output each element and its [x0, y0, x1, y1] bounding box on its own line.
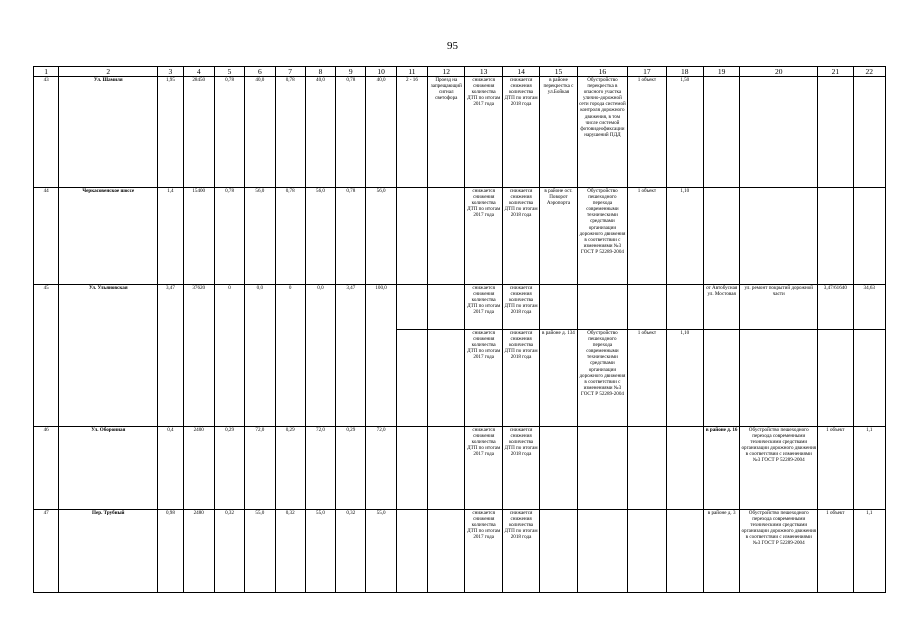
cell: 0,32: [275, 510, 305, 593]
page-number: 95: [447, 40, 458, 52]
cell: 0,78: [275, 77, 305, 188]
cell: 0,78: [214, 188, 244, 285]
table-row: [34, 285, 886, 330]
cell: 40,0: [245, 77, 275, 188]
header-cell: 12: [428, 67, 465, 77]
cell: [396, 510, 427, 593]
cell: 1 объект: [818, 510, 853, 593]
report-table: [33, 66, 886, 593]
header-cell: 13: [465, 67, 502, 77]
header-cell: 5: [214, 67, 244, 77]
cell: [428, 285, 465, 330]
table-row: [34, 510, 886, 593]
header-cell: 9: [336, 67, 366, 77]
cell: [540, 510, 577, 593]
cell: [666, 427, 703, 510]
cell-number: 46: [34, 427, 59, 510]
header-cell: 2: [59, 67, 158, 77]
header-cell: 20: [740, 67, 818, 77]
cell: 1,95: [158, 77, 183, 188]
cell: [540, 285, 577, 330]
cell: ул. ремонт покрытий дорожной части: [740, 285, 818, 330]
cell: 0,32: [336, 510, 366, 593]
header-cell: 14: [502, 67, 539, 77]
cell: Проезд на запрещающий сигнал светофора: [428, 77, 465, 188]
header-row: [34, 67, 886, 77]
cell: 28450: [183, 77, 214, 188]
cell: в районе ост. Поворот Аэропорта: [540, 188, 577, 285]
cell: [740, 77, 818, 188]
cell: в районе д. 3: [703, 510, 739, 593]
cell: [818, 77, 853, 188]
header-cell: 10: [366, 67, 396, 77]
cell: 0,4: [158, 427, 183, 510]
cell: [628, 510, 666, 593]
cell: Обустройство перекрестка в опасного участка улично-дорожной сети города системой контроля дорожного движения, в том числе системой фотовидеофиксации нарушений ПДД: [577, 77, 628, 188]
cell: 34,63: [853, 285, 885, 330]
cell: 3,47: [336, 285, 366, 427]
cell: 3,47: [158, 285, 183, 427]
cell: Обустройство пешеходного перехода современными техническими средствами организации дорожного движения в соответствии с изменениями №3 ГОСТ Р 52289-2004: [740, 510, 818, 593]
cell: снижается снижения количества ДТП по итогам 2017 года: [465, 330, 502, 427]
cell: 1 объект: [818, 427, 853, 510]
cell: 72,0: [245, 427, 275, 510]
cell: снижается снижения количества ДТП по итогам 2018 года: [502, 330, 539, 427]
cell: 0,0: [305, 285, 335, 427]
cell: 100,0: [366, 285, 396, 427]
cell: 1 объект: [628, 77, 666, 188]
cell: 1,4: [158, 188, 183, 285]
cell: 56,0: [245, 188, 275, 285]
cell: 3,47/61640: [818, 285, 853, 330]
cell: [703, 77, 739, 188]
cell: снижается снижения количества ДТП по итогам 2018 года: [502, 285, 539, 330]
cell: [396, 188, 427, 285]
cell: 1 объект: [628, 330, 666, 427]
cell: 1 объект: [628, 188, 666, 285]
cell: [703, 330, 739, 427]
cell: 0,78: [214, 77, 244, 188]
cell: снижается снижения количества ДТП по итогам 2017 года: [465, 188, 502, 285]
cell: в районе д. 134: [540, 330, 577, 427]
header-cell: 21: [818, 67, 853, 77]
cell: [396, 330, 427, 427]
cell: снижается снижения количества ДТП по итогам 2017 года: [465, 427, 502, 510]
cell-street: Черкасовенское шоссе: [59, 188, 158, 285]
cell-number: 45: [34, 285, 59, 427]
cell-street: Ул. Ульяновская: [59, 285, 158, 427]
cell: 2 - 16: [396, 77, 427, 188]
cell: снижается снижения количества ДТП по итогам 2018 года: [502, 188, 539, 285]
cell-street: Ул. Шамиля: [59, 77, 158, 188]
cell: 56,0: [305, 188, 335, 285]
header-cell: 8: [305, 67, 335, 77]
cell: 1,10: [666, 188, 703, 285]
cell: 37620: [183, 285, 214, 427]
cell: [818, 330, 853, 427]
cell: [818, 188, 853, 285]
header-cell: 16: [577, 67, 628, 77]
cell: [628, 285, 666, 330]
cell: 2480: [183, 510, 214, 593]
cell: [428, 510, 465, 593]
header-cell: 15: [540, 67, 577, 77]
cell: [853, 330, 885, 427]
header-cell: 1: [34, 67, 59, 77]
header-cell: 22: [853, 67, 885, 77]
header-cell: 6: [245, 67, 275, 77]
cell: [703, 188, 739, 285]
cell: снижается снижения количества ДТП по итогам 2017 года: [465, 510, 502, 593]
cell: [577, 510, 628, 593]
header-cell: 11: [396, 67, 427, 77]
cell: [396, 427, 427, 510]
cell: 55,0: [366, 510, 396, 593]
cell: 1,1: [853, 427, 885, 510]
cell: Обустройство пешеходного перехода современными техническими средствами организации дорожного движения в соответствии с изменениями №3 ГОСТ Р 52289-2004: [577, 188, 628, 285]
cell: [740, 188, 818, 285]
cell: [577, 427, 628, 510]
cell: 0,29: [336, 427, 366, 510]
cell: [577, 285, 628, 330]
header-cell: 4: [183, 67, 214, 77]
cell: 40,0: [305, 77, 335, 188]
header-cell: 18: [666, 67, 703, 77]
cell: снижается снижения количества ДТП по итогам 2017 года: [465, 77, 502, 188]
cell-number: 47: [34, 510, 59, 593]
header-cell: 19: [703, 67, 739, 77]
cell: Обустройство пешеходного перехода современными техническими средствами организации дорожного движения в соответствии с изменениями №3 ГОСТ Р 52289-2004: [577, 330, 628, 427]
cell: 72,0: [366, 427, 396, 510]
cell: 2400: [183, 427, 214, 510]
cell: 0,32: [214, 510, 244, 593]
cell: [666, 510, 703, 593]
cell: 0: [275, 285, 305, 427]
cell: 40,0: [366, 77, 396, 188]
cell: 56,0: [366, 188, 396, 285]
cell: [396, 285, 427, 330]
table-row: [34, 188, 886, 285]
cell: 15400: [183, 188, 214, 285]
cell: [428, 427, 465, 510]
cell-street: Пер. Трубный: [59, 510, 158, 593]
cell: от Автобусная ул. Мостовая: [703, 285, 739, 330]
header-cell: 7: [275, 67, 305, 77]
cell-number: 44: [34, 188, 59, 285]
cell: 0,29: [275, 427, 305, 510]
cell: [853, 77, 885, 188]
cell: [740, 330, 818, 427]
cell: [428, 188, 465, 285]
cell: в районе д. 16: [703, 427, 739, 510]
cell: 0,78: [336, 77, 366, 188]
table-row: [34, 77, 886, 188]
cell: 0,78: [275, 188, 305, 285]
cell: 0: [214, 285, 244, 427]
cell: 1,1: [853, 510, 885, 593]
table-row: [34, 427, 886, 510]
cell: 1,10: [666, 330, 703, 427]
cell: [428, 330, 465, 427]
header-cell: 17: [628, 67, 666, 77]
cell: 55,0: [305, 510, 335, 593]
header-cell: 3: [158, 67, 183, 77]
cell: [540, 427, 577, 510]
cell: в районе перекрестка с ул.Бойкая: [540, 77, 577, 188]
cell: 1,50: [666, 77, 703, 188]
cell: 72,0: [305, 427, 335, 510]
cell: 0,78: [336, 188, 366, 285]
cell: снижается снижения количества ДТП по итогам 2018 года: [502, 510, 539, 593]
cell-street: Ул. Оборонная: [59, 427, 158, 510]
cell: Обустройство пешеходного перехода современными техническими средствами организации дорожного движения в соответствии с изменениями №3 ГОСТ Р 52289-2004: [740, 427, 818, 510]
cell-number: 43: [34, 77, 59, 188]
cell: [853, 188, 885, 285]
cell: 55,0: [245, 510, 275, 593]
cell: [666, 285, 703, 330]
cell: снижается снижения количества ДТП по итогам 2018 года: [502, 77, 539, 188]
cell: [628, 427, 666, 510]
cell: 0,29: [214, 427, 244, 510]
cell: 0,0: [245, 285, 275, 427]
cell: снижается снижения количества ДТП по итогам 2018 года: [502, 427, 539, 510]
cell: 0,98: [158, 510, 183, 593]
cell: снижается снижения количества ДТП по итогам 2017 года: [465, 285, 502, 330]
